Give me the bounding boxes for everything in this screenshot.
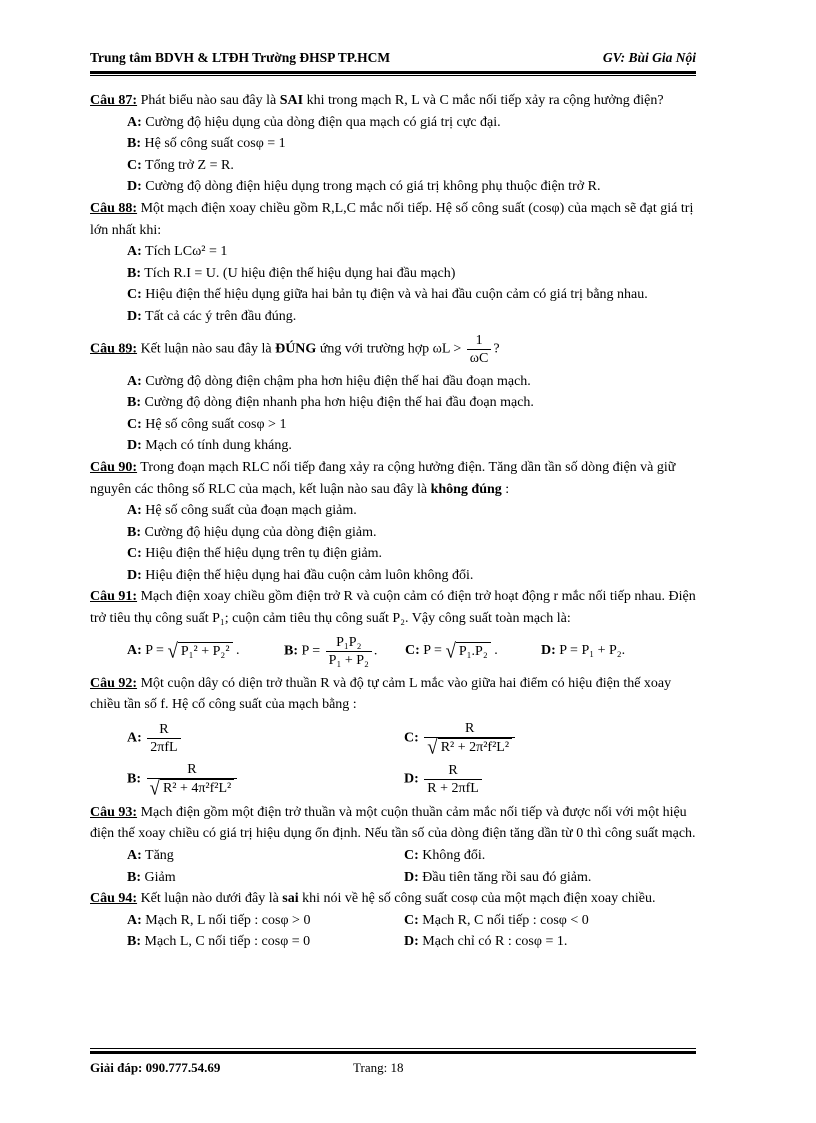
q91-option-c: C: P = √ P₁.P₂ .: [405, 639, 498, 663]
header-rule: [90, 71, 696, 74]
q87-option-d: D: Cường độ dòng điện hiệu dụng trong mạch có giá trị không phụ thuộc điện trở R.: [127, 179, 601, 195]
q87-option-a: A: Cường độ hiệu dụng của dòng điện qua mạch có giá trị cực đại.: [127, 114, 501, 130]
q87-option-c: C: Tổng trở Z = R.: [127, 157, 234, 173]
question-92: Câu 92: Một cuộn dây có diện trở thuần R và độ tự cảm L mắc vào giữa hai điểm có hiệu điện thế xoay chiều tần số f. Hệ cố công suất của mạch bằng :: [90, 675, 672, 713]
q90-option-a: A: Hệ số công suất của đoạn mạch giảm.: [127, 503, 357, 519]
question-91: Câu 91: Mạch điện xoay chiều gồm điện trở R và cuộn cảm có điện trở hoạt động r mắc nối tiếp nhau. Điện trở tiêu thụ công suất P₁; cuộn cảm tiêu thụ công suất P₂. Vậy công suất toàn mạch là:: [90, 589, 696, 627]
sqrt-icon: √ R² + 4π²f²L²: [150, 779, 235, 798]
q92-option-b: B: R √ R² + 4π²f²L²: [127, 761, 404, 798]
q88-option-a: A: Tích LCω² = 1: [127, 244, 228, 260]
question-94: Câu 94: Kết luận nào dưới đây là sai khi nói về hệ số công suất cosφ của một mạch điện xoay chiều.: [90, 891, 656, 907]
q93-row-2: [90, 867, 696, 889]
q88-option-b: B: Tích R.I = U. (U hiệu điện thế hiệu dụng hai đầu mạch): [127, 265, 456, 281]
question-90: Câu 90: Trong đoạn mạch RLC nối tiếp đang xảy ra cộng hưởng điện. Tăng dần tần số dòng điện và giữ nguyên các thông số RLC của mạch, kết luận nào sau đây là không đúng :: [90, 459, 676, 497]
question-88: Câu 88: Một mạch điện xoay chiều gồm R,L,C mắc nối tiếp. Hệ số công suất (cosφ) của mạch sẽ đạt giá trị lớn nhất khi:: [90, 200, 694, 238]
footer-rule-thin: [90, 1048, 696, 1049]
q93-option-c: C: Không đổi.: [404, 848, 486, 864]
q87-option-b: B: Hệ số công suất cosφ = 1: [127, 136, 286, 152]
q94-option-c: C: Mạch R, C nối tiếp : cosφ < 0: [404, 912, 589, 928]
page-content: [90, 90, 696, 953]
q90-option-d: D: Hiệu điện thế hiệu dụng hai đầu cuộn cảm luôn không đổi.: [127, 567, 474, 583]
q90-option-c: C: Hiệu điện thế hiệu dụng trên tụ điện giảm.: [127, 546, 383, 562]
q89-option-b: B: Cường độ dòng điện nhanh pha hơn hiệu điện thế hai đầu đoạn mạch.: [127, 395, 534, 411]
q91-option-b: B: P = $\frac{\text{P₁P₂}}{\text{P₁ + P₂}}$ .: [284, 634, 378, 668]
q88-option-c: C: Hiệu điện thế hiệu dụng giữa hai bản tụ điện và và hai đầu cuộn cảm có giá trị bằng nhau.: [127, 287, 648, 303]
q90-option-b: B: Cường độ hiệu dụng của dòng điện giảm.: [127, 524, 377, 540]
q91-options: [90, 634, 696, 669]
q89-option-a: A: Cường độ dòng điện chậm pha hơn hiệu điện thế hai đầu đoạn mạch.: [127, 373, 531, 389]
q91-option-a: A: P = √ P₁² + P₂² .: [127, 639, 240, 663]
q92-option-a: A: $\frac{R}{\text{2πfL}}$: [127, 721, 404, 756]
header-rule-thin: [90, 75, 696, 76]
page-number: Trang: 18: [353, 1060, 404, 1075]
footer-rule: [90, 1051, 696, 1054]
q94-row-2: [90, 931, 696, 953]
q91-option-d: D: P = P₁ + P₂.: [541, 643, 626, 659]
q92-option-c: C: R √ R² + 2π²f²L²: [404, 720, 517, 757]
q94-option-a: A: Mạch R, L nối tiếp : cosφ > 0: [127, 912, 311, 928]
q93-row-1: [90, 845, 696, 867]
question-93: Câu 93: Mạch điện gồm một điện trở thuần và một cuộn thuần cảm mắc nối tiếp và được nối với một hiệu điện thế xoay chiều có giá trị hiệu dụng ổn định. Nếu tần số của dòng điện tăng dần từ 0 thì công suất mạch.: [90, 804, 696, 842]
sqrt-icon: √ P₁² + P₂²: [167, 642, 232, 661]
page-header: [90, 50, 696, 70]
question-87: Câu 87: Phát biểu nào sau đây là SAI khi trong mạch R, L và C mắc nối tiếp xảy ra cộng hưởng điện?: [90, 93, 664, 108]
q89-option-d: D: Mạch có tính dung kháng.: [127, 438, 292, 454]
footer-left: Giải đáp: 090.777.54.69: [90, 1060, 221, 1075]
q93-option-b: B: Giảm: [127, 869, 176, 885]
q93-option-a: A: Tăng: [127, 848, 174, 864]
q92-row-2: [90, 761, 696, 798]
sqrt-icon: √ P₁.P₂: [445, 642, 490, 661]
sqrt-icon: √ R² + 2π²f²L²: [427, 738, 512, 757]
q88-option-d: D: Tất cả các ý trên đầu đúng.: [127, 308, 297, 324]
q93-option-d: D: Đầu tiên tăng rồi sau đó giảm.: [404, 869, 592, 885]
header-right: GV: Bùi Gia Nội: [602, 50, 696, 65]
header-left: Trung tâm BDVH & LTĐH Trường ĐHSP TP.HCM: [90, 50, 391, 65]
q92-option-d: D: $\frac{R}{\text{R + 2πfL}}$: [404, 762, 484, 797]
q89-option-c: C: Hệ số công suất cosφ > 1: [127, 416, 287, 432]
q92-row-1: [90, 720, 696, 757]
q94-option-b: B: Mạch L, C nối tiếp : cosφ = 0: [127, 934, 311, 950]
q94-row-1: [90, 910, 696, 932]
q94-option-d: D: Mạch chỉ có R : cosφ = 1.: [404, 934, 568, 950]
question-89: Câu 89: Kết luận nào sau đây là ĐÚNG ứng với trường hợp ωL > $\frac{1}{\omega C}$ ?: [90, 332, 500, 366]
q89-fraction: $\frac{1}{\omega C}$: [467, 332, 492, 367]
